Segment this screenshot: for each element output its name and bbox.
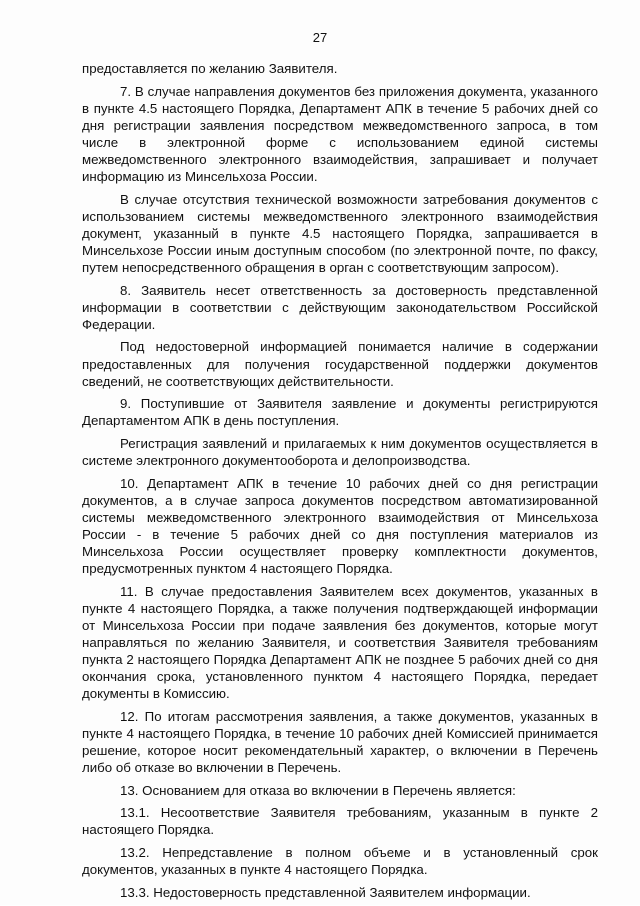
paragraph-item-7-alternative: В случае отсутствия технической возможности затребования документов с использованием системы межведомственного электронного взаимодействия документ, указанный в пункте 4.5 настоящего Порядка, запрашивается в Минсельхозе России иным доступным способом (по электронной почте, по факсу, путем непосредственного обращения в орган с соответствующим запросом). <box>82 191 598 276</box>
paragraph-item-13-2: 13.2. Непредставление в полном объеме и в установленный срок документов, указанных в пункте 4 настоящего Порядка. <box>82 844 598 878</box>
paragraph-item-13-3: 13.3. Недостоверность представленной Заявителем информации. <box>120 884 531 900</box>
paragraph-item-8-definition: Под недостоверной информацией понимается наличие в содержании предоставленных для получения государственной поддержки документов сведений, не соответствующих действительности. <box>82 339 598 389</box>
paragraph-item-13-1: 13.1. Несоответствие Заявителя требованиям, указанным в пункте 2 настоящего Порядка. <box>82 805 598 838</box>
paragraph-item-9-registration: Регистрация заявлений и прилагаемых к ним документов осуществляется в системе электронного документооборота и делопроизводства. <box>82 435 598 468</box>
paragraph-continuation: предоставляется по желанию Заявителя. <box>82 61 338 76</box>
paragraph-item-9: 9. Поступившие от Заявителя заявление и документы регистрируются Департаментом АПК в день поступления. <box>82 396 598 429</box>
document-body <box>82 60 598 906</box>
paragraph-item-11: 11. В случае предоставления Заявителем всех документов, указанных в пункте 4 настоящего Порядка, а также получения подтверждающей информации от Минсельхоза России при подаче заявления без документов, которые могут направляться по желанию Заявителя, и соответствия Заявителя требованиям пункта 2 настоящего Порядка Департамент АПК не позднее 5 рабочих дней со дня окончания срока, установленного пунктом 4 настоящего Порядка, передает документы в Комиссию. <box>82 583 598 702</box>
paragraph-item-13: 13. Основанием для отказа во включении в Перечень является: <box>120 782 516 798</box>
page-number: 27 <box>312 30 328 45</box>
paragraph-item-10: 10. Департамент АПК в течение 10 рабочих дней со дня регистрации документов, а в случае запроса документов посредством автоматизированной системы межведомственного электронного взаимодействия от Минсельхоза России - в течение 5 рабочих дней со дня поступления материалов из Минсельхоза России осуществляет проверку комплектности документов, предусмотренных пунктом 4 настоящего Порядка. <box>82 475 598 577</box>
paragraph-item-12: 12. По итогам рассмотрения заявления, а также документов, указанных в пункте 4 настоящего Порядка, в течение 10 рабочих дней Комиссией принимается решение, которое носит рекомендательный характер, о включении в Перечень либо об отказе во включении в Перечень. <box>82 708 598 776</box>
paragraph-item-7: 7. В случае направления документов без приложения документа, указанного в пункте 4.5 настоящего Порядка, Департамент АПК в течение 5 рабочих дней со дня регистрации заявления посредством межведомственного запроса, в том числе в электронной форме с использованием единой системы межведомственного электронного взаимодействия, запрашивает и получает информацию из Минсельхоза России. <box>82 83 598 185</box>
paragraph-item-8: 8. Заявитель несет ответственность за достоверность представленной информации в соответствии с действующим законодательством Российской Федерации. <box>82 282 598 332</box>
